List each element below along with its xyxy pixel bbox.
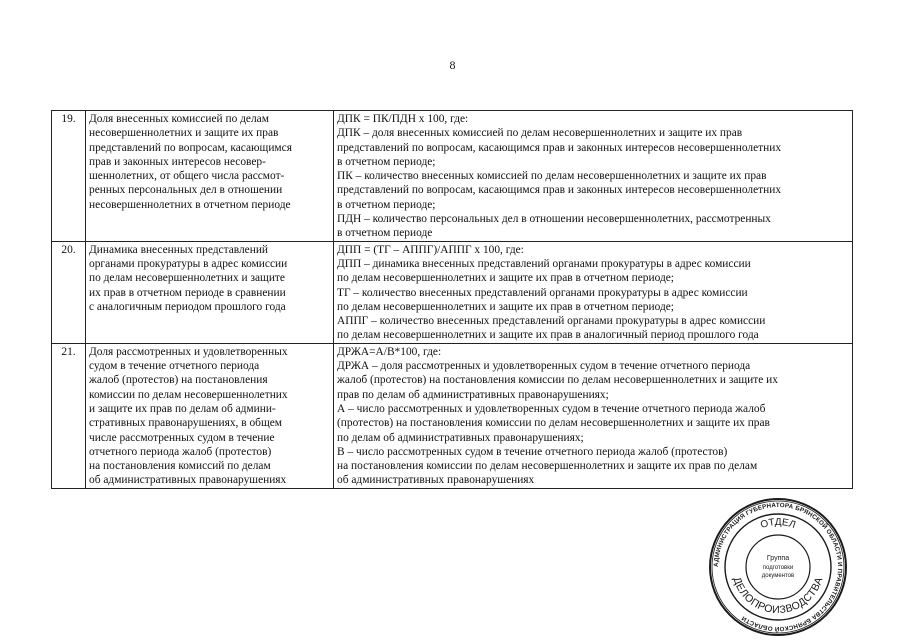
indicator-name-line: их прав в отчетном периоде в сравнении bbox=[89, 286, 286, 299]
indicator-name-line: шеннолетних, от общего числа рассмот- bbox=[89, 170, 285, 183]
indicator-name-line: органами прокуратуры в адрес комиссии bbox=[89, 257, 288, 270]
svg-text:ОТДЕЛ bbox=[759, 517, 797, 531]
table-row bbox=[52, 241, 853, 343]
stamp-center-line-3: документов bbox=[761, 573, 795, 579]
indicator-name-line: представлений по вопросам, касающимся bbox=[89, 141, 292, 154]
formula-line: ПК – количество внесенных комиссией по делам несовершеннолетних и защите их прав bbox=[337, 170, 767, 183]
formula-line: ДПК = ПК/ПДН х 100, где: bbox=[337, 113, 469, 125]
formula-line: об административных правонарушениях bbox=[337, 474, 535, 487]
formula-line: прав по делам об административных правонарушениях; bbox=[337, 388, 609, 401]
indicators-table bbox=[51, 110, 853, 489]
formula-line: ДПП = (ТГ – АППГ)/АППГ х 100, где: bbox=[337, 243, 524, 256]
row-number: 21. bbox=[52, 343, 86, 488]
formula-line: ПДН – количество персональных дел в отношении несовершеннолетних, рассмотренных bbox=[337, 213, 771, 226]
indicator-name-line: с аналогичным периодом прошлого года bbox=[89, 300, 286, 313]
row-number: 20. bbox=[52, 241, 86, 343]
indicator-formula bbox=[334, 343, 853, 488]
formula-line: ДРЖА=А/В*100, где: bbox=[337, 345, 442, 358]
indicator-formula bbox=[334, 241, 853, 343]
formula-line: ТГ – количество внесенных представлений органами прокуратуры в адрес комиссии bbox=[337, 286, 748, 299]
indicator-name-line: и защите их прав по делам об админи- bbox=[89, 402, 276, 415]
formula-line: в отчетном периоде; bbox=[337, 198, 436, 211]
formula-line: по делам несовершеннолетних и защите их прав в отчетном периоде; bbox=[337, 272, 674, 285]
table-body bbox=[52, 111, 853, 489]
stamp-outer-text: АДМИНИСТРАЦИЯ ГУБЕРНАТОРА БРЯНСКОЙ ОБЛАСТИ И ПРАВИТЕЛЬСТВА БРЯНСКОЙ ОБЛАСТИ bbox=[712, 501, 844, 633]
formula-line: АППГ – количество внесенных представлений органами прокуратуры в адрес комиссии bbox=[337, 315, 766, 328]
formula-line: по делам об административных правонарушениях; bbox=[337, 431, 584, 444]
indicator-name-line: комиссии по делам несовершеннолетних bbox=[89, 388, 288, 401]
indicator-name bbox=[86, 343, 334, 488]
indicator-name bbox=[86, 241, 334, 343]
indicator-name-line: на постановления комиссий по делам bbox=[89, 460, 271, 473]
indicator-name-line: жалоб (протестов) на постановления bbox=[89, 374, 268, 387]
stamp-center-line-1: Группа bbox=[766, 555, 790, 562]
indicator-name bbox=[86, 111, 334, 242]
indicator-name-line: числе рассмотренных судом в течение bbox=[89, 431, 275, 444]
indicator-name-line: отчетного периода жалоб (протестов) bbox=[89, 445, 272, 458]
indicator-name-line: Доля внесенных комиссией по делам bbox=[89, 113, 269, 125]
formula-line: представлений по вопросам, касающимся прав и законных интересов несовершеннолетних bbox=[337, 184, 782, 197]
formula-line: ДПП – динамика внесенных представлений органами прокуратуры в адрес комиссии bbox=[337, 257, 751, 270]
formula-line: представлений по вопросам, касающимся прав и законных интересов несовершеннолетних bbox=[337, 141, 782, 154]
stamp-dept-top: ОТДЕЛ bbox=[759, 516, 797, 532]
indicator-name-line: несовершеннолетних в отчетном периоде bbox=[89, 198, 291, 211]
stamp-dept-bottom: ДЕЛОПРОИЗВОДСТВА bbox=[730, 575, 826, 617]
indicator-name-line: судом в течение отчетного периода bbox=[89, 360, 260, 373]
formula-line: ДПК – доля внесенных комиссией по делам несовершеннолетних и защите их прав bbox=[337, 127, 743, 140]
indicator-formula bbox=[334, 111, 853, 242]
indicator-name-line: несовершеннолетних и защите их прав bbox=[89, 127, 279, 140]
formula-line: ДРЖА – доля рассмотренных и удовлетворенных судом в течение отчетного периода bbox=[337, 360, 751, 373]
indicator-name-line: ренных персональных дел в отношении bbox=[89, 184, 283, 197]
page-number: 8 bbox=[449, 58, 456, 72]
table-row bbox=[52, 343, 853, 488]
table-row bbox=[52, 111, 853, 242]
formula-line: в отчетном периоде; bbox=[337, 155, 436, 168]
indicator-name-line: по делам несовершеннолетних и защите bbox=[89, 272, 285, 285]
indicator-name-line: Динамика внесенных представлений bbox=[89, 243, 269, 256]
indicator-name-line: стративных правонарушениях, в общем bbox=[89, 417, 283, 430]
official-stamp-seal bbox=[708, 497, 848, 637]
formula-line: на постановления комиссии по делам несовершеннолетних и защите их прав по делам bbox=[337, 460, 758, 473]
indicator-name-line: Доля рассмотренных и удовлетворенных bbox=[89, 345, 288, 358]
formula-line: жалоб (протестов) на постановления комиссии по делам несовершеннолетних и защите их bbox=[337, 374, 778, 387]
formula-line: в отчетном периоде bbox=[337, 227, 433, 240]
row-number: 19. bbox=[52, 111, 86, 242]
stamp-center-line-2: подготовки bbox=[762, 565, 794, 571]
indicator-name-line: об административных правонарушениях bbox=[89, 474, 287, 487]
indicator-name-line: прав и законных интересов несовер- bbox=[89, 155, 266, 168]
formula-line: по делам несовершеннолетних и защите их прав в аналогичный период прошлого года bbox=[337, 329, 759, 342]
formula-line: В – число рассмотренных судом в течение отчетного периода жалоб (протестов) bbox=[337, 445, 728, 458]
formula-line: А – число рассмотренных и удовлетворенных судом в течение отчетного периода жалоб bbox=[337, 402, 766, 415]
formula-line: по делам несовершеннолетних и защите их прав в отчетном периоде; bbox=[337, 300, 674, 313]
svg-text:ДЕЛОПРОИЗВОДСТВА bbox=[730, 576, 825, 617]
formula-line: (протестов) на постановления комиссии по делам несовершеннолетних и защите их прав bbox=[337, 417, 770, 430]
